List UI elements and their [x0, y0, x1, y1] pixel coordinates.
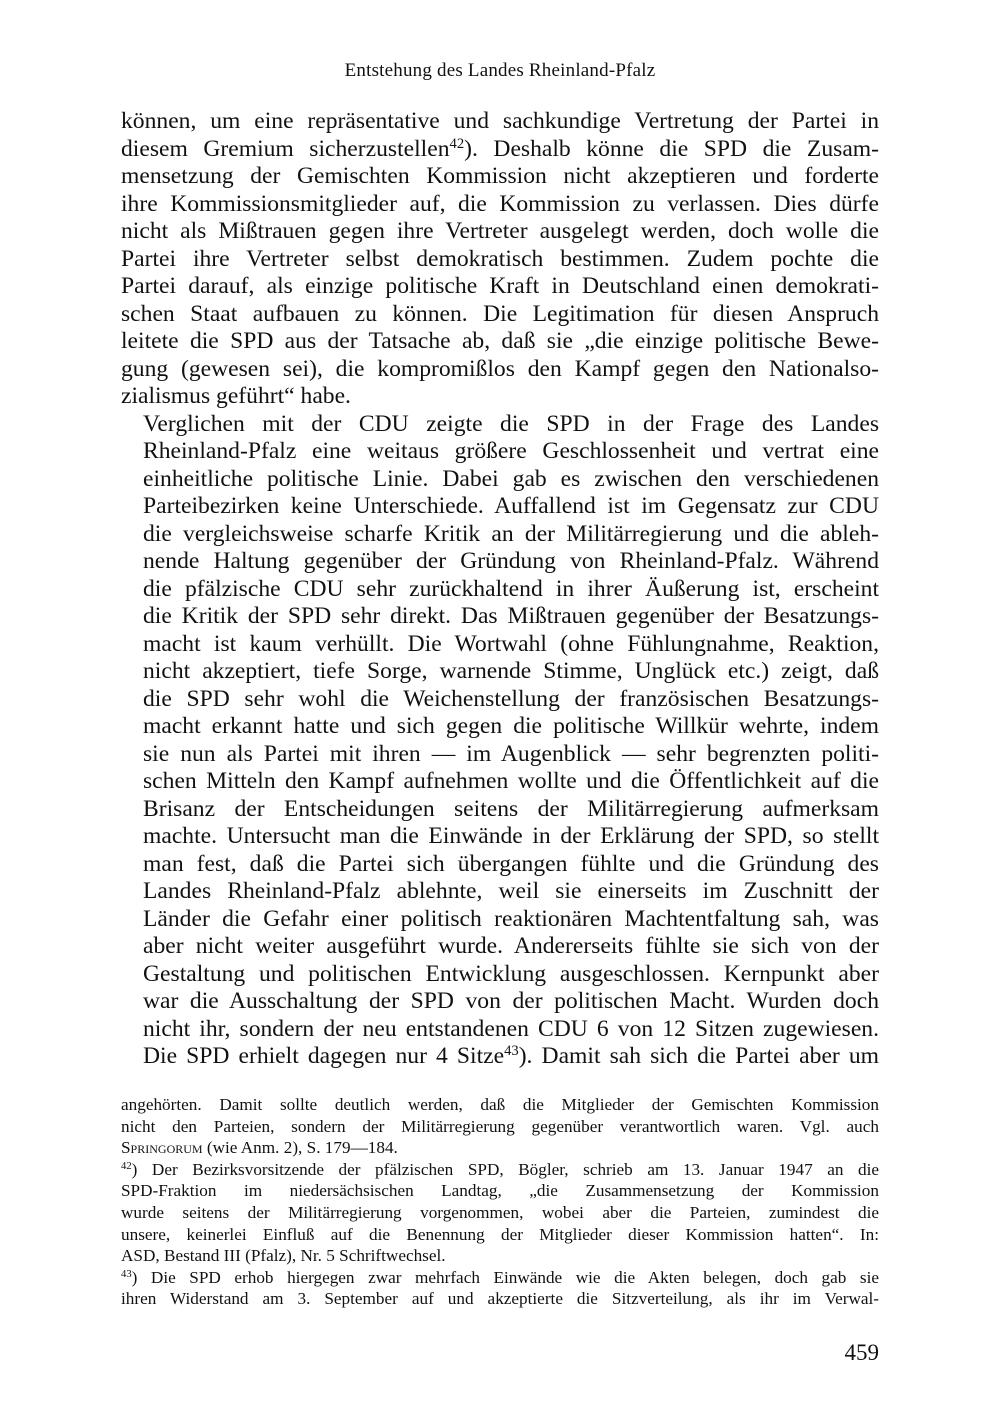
text-fragment: diesem Gremium sicherzustellen: [121, 135, 450, 162]
text-line: Partei ihre Vertreter selbst demokratisch bestimmen. Zudem pochte die: [121, 245, 879, 272]
footnote-43: [121, 1267, 879, 1310]
text-line: mensetzung der Gemischten Kommission nicht akzeptieren und forderte: [121, 163, 879, 189]
footnote-line: unsere, keinerlei Einfluß auf die Benennung der Mitglieder dieser Kommission hatten“. In:: [121, 1224, 879, 1244]
author-name: Springorum: [121, 1138, 203, 1158]
paragraph: [121, 108, 879, 411]
footnote-line: angehörten. Damit sollte deutlich werden, daß die Mitglieder der Gemischten Kommission: [121, 1095, 879, 1114]
text-fragment: Die SPD erhielt dagegen nur 4 Sitze: [143, 1043, 505, 1069]
text-line: Rheinland-Pfalz eine weitaus größere Geschlossenheit und vertrat eine: [143, 438, 879, 464]
footnote-42: [121, 1159, 879, 1267]
text-line: Gestaltung und politischen Entwicklung ausgeschlossen. Kernpunkt aber: [143, 960, 879, 987]
text-line: zialismus geführt“ habe.: [121, 383, 351, 409]
text-line: die SPD sehr wohl die Weichenstellung der französischen Besatzungs-: [143, 685, 879, 712]
text-line: ihre Kommissionsmitglieder auf, die Kommission zu verlassen. Dies dürfe: [121, 190, 879, 217]
page-number: 459: [844, 1340, 879, 1365]
text-line: nende Haltung gegenüber der Gründung von Rheinland-Pfalz. Während: [143, 548, 879, 574]
text-line: die vergleichsweise scharfe Kritik an der Militärregierung und die ableh-: [143, 520, 879, 547]
text-line: Parteibezirken keine Unterschiede. Auffallend ist im Gegensatz zur CDU: [143, 493, 879, 519]
text-line: nicht akzeptiert, tiefe Sorge, warnende Stimme, Unglück etc.) zeigt, daß: [143, 658, 879, 684]
text-line: leitete die SPD aus der Tatsache ab, daß sie „die einzige politische Bewe-: [121, 328, 879, 354]
text-line: [121, 136, 879, 164]
main-text: [121, 108, 879, 1071]
text-line: [121, 1043, 879, 1071]
running-head: Entstehung des Landes Rheinland-Pfalz: [344, 60, 656, 81]
text-line: die pfälzische CDU sehr zurückhaltend in ihrer Äußerung ist, erscheint: [143, 575, 879, 602]
text-line: macht erkannt hatte und sich gegen die politische Willkür wehrte, indem: [143, 713, 879, 739]
text-fragment: ). Damit sah sich die Partei aber um: [518, 1043, 880, 1069]
text-line: nicht als Mißtrauen gegen ihre Vertreter ausgelegt werden, doch wolle die: [121, 218, 879, 244]
footnote-number: 43: [121, 1268, 132, 1280]
text-fragment: ) Die SPD erhob hiergegen zwar mehrfach Einwände wie die Akten belegen, doch gab sie: [131, 1267, 879, 1287]
footnote-ref-43: 43: [504, 1042, 519, 1059]
footnote-line: ASD, Bestand III (Pfalz), Nr. 5 Schriftwechsel.: [121, 1246, 446, 1266]
text-line: nicht ihr, sondern der neu entstandenen CDU 6 von 12 Sitzen zugewiesen.: [143, 1015, 879, 1042]
text-line: die Kritik der SPD sehr direkt. Das Mißtrauen gegenüber der Besatzungs-: [143, 603, 879, 629]
footnote-line: nicht den Parteien, sondern der Militärregierung gegenüber verantwortlich waren. Vgl. auch: [121, 1116, 879, 1136]
text-line: machte. Untersucht man die Einwände in der Erklärung der SPD, so stellt: [143, 823, 879, 849]
text-fragment: (wie Anm. 2), S. 179—184.: [202, 1138, 398, 1158]
text-fragment: ) Der Bezirksvorsitzende der pfälzischen SPD, Bögler, schrieb am 13. Januar 1947 an die: [131, 1159, 879, 1179]
footnote-continuation: [121, 1094, 879, 1159]
text-line: einheitliche politische Linie. Dabei gab es zwischen den verschiedenen: [143, 465, 879, 492]
text-line: Verglichen mit der CDU zeigte die SPD in der Frage des Landes: [143, 410, 879, 437]
footnote-line: [121, 1267, 879, 1289]
footnote-line: ihren Widerstand am 3. September auf und akzeptierte die Sitzverteilung, als ihr im Verwal-: [121, 1289, 879, 1309]
footnotes: [121, 1094, 879, 1310]
text-line: Brisanz der Entscheidungen seitens der Militärregierung aufmerksam: [143, 795, 879, 822]
footnote-line: SPD-Fraktion im niedersächsischen Landtag, „die Zusammensetzung der Kommission: [121, 1181, 879, 1201]
footnote-line: [121, 1137, 879, 1159]
text-line: aber nicht weiter ausgeführt wurde. Andererseits fühlte sie sich von der: [143, 933, 879, 959]
text-line: gung (gewesen sei), die kompromißlos den Kampf gegen den Nationalso-: [121, 355, 879, 382]
footnote-number: 42: [121, 1160, 132, 1172]
text-line: Länder die Gefahr einer politisch reaktionären Machtentfaltung sah, was: [143, 905, 879, 932]
text-line: war die Ausschaltung der SPD von der politischen Macht. Wurden doch: [143, 988, 879, 1014]
text-line: sie nun als Partei mit ihren — im Augenblick — sehr begrenzten politi-: [143, 740, 879, 767]
text-fragment: ). Deshalb könne die SPD die Zusam-: [464, 135, 879, 162]
text-line: können, um eine repräsentative und sachkundige Vertretung der Partei in: [121, 108, 879, 134]
paragraph: [121, 411, 879, 1071]
text-line: schen Mitteln den Kampf aufnehmen wollte und die Öffentlichkeit auf die: [143, 768, 879, 794]
text-line: schen Staat aufbauen zu können. Die Legitimation für diesen Anspruch: [121, 300, 879, 327]
text-line: man fest, daß die Partei sich übergangen fühlte und die Gründung des: [143, 850, 879, 877]
text-line: Partei darauf, als einzige politische Kraft in Deutschland einen demokrati-: [121, 273, 879, 299]
footnote-line: wurde seitens der Militärregierung vorgenommen, wobei aber die Parteien, zumindest die: [121, 1202, 879, 1222]
text-line: macht ist kaum verhüllt. Die Wortwahl (ohne Fühlungnahme, Reaktion,: [143, 630, 879, 657]
text-line: Landes Rheinland-Pfalz ablehnte, weil sie einerseits im Zuschnitt der: [143, 878, 879, 904]
footnote-line: [121, 1159, 879, 1181]
footnote-ref-42: 42: [449, 135, 465, 152]
